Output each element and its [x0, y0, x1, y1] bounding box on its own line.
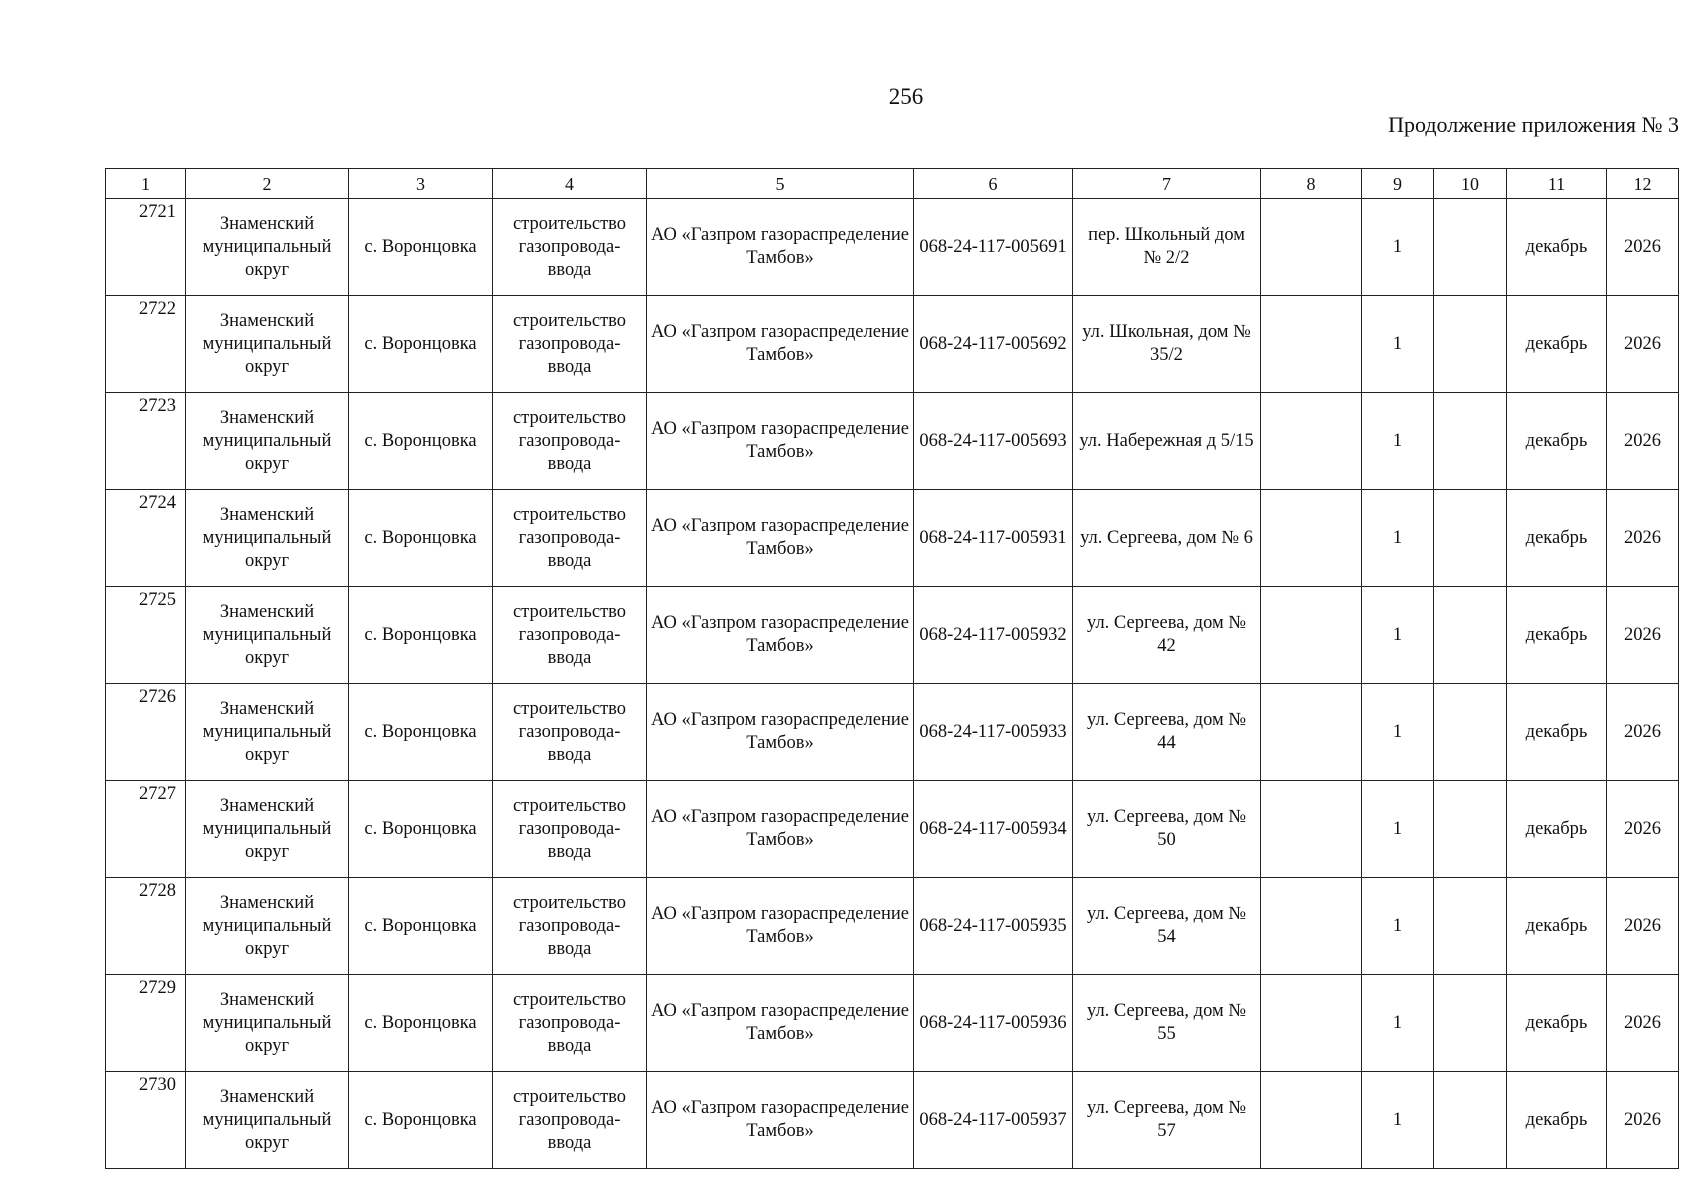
table-row: [106, 781, 1679, 878]
cell-municipality: Знаменский муниципальный округ: [186, 878, 349, 975]
cell-address: пер. Школьный дом № 2/2: [1073, 199, 1261, 296]
cell-application-code: 068-24-117-005692: [914, 296, 1073, 393]
cell-municipality: Знаменский муниципальный округ: [186, 975, 349, 1072]
cell-col-10-value: [1434, 781, 1507, 878]
cell-organization: АО «Газпром газораспределение Тамбов»: [647, 587, 914, 684]
cell-col-8-value: [1261, 393, 1362, 490]
cell-organization: АО «Газпром газораспределение Тамбов»: [647, 684, 914, 781]
cell-row-number: 2723: [106, 393, 186, 490]
cell-year: 2026: [1607, 199, 1679, 296]
cell-quantity: 1: [1362, 975, 1434, 1072]
cell-application-code: 068-24-117-005936: [914, 975, 1073, 1072]
cell-row-number: 2727: [106, 781, 186, 878]
cell-col-8-value: [1261, 781, 1362, 878]
cell-work-type: строительство газопровода-ввода: [493, 199, 647, 296]
cell-work-type: строительство газопровода-ввода: [493, 393, 647, 490]
cell-organization: АО «Газпром газораспределение Тамбов»: [647, 199, 914, 296]
appendix-continuation-note: Продолжение приложения № 3: [1388, 112, 1679, 137]
cell-application-code: 068-24-117-005935: [914, 878, 1073, 975]
cell-col-10-value: [1434, 975, 1507, 1072]
cell-address: ул. Школьная, дом № 35/2: [1073, 296, 1261, 393]
cell-application-code: 068-24-117-005933: [914, 684, 1073, 781]
table-row: [106, 199, 1679, 296]
cell-settlement: с. Воронцовка: [349, 587, 493, 684]
cell-municipality: Знаменский муниципальный округ: [186, 684, 349, 781]
column-header-4: 4: [493, 169, 647, 199]
cell-col-8-value: [1261, 878, 1362, 975]
cell-municipality: Знаменский муниципальный округ: [186, 587, 349, 684]
cell-quantity: 1: [1362, 587, 1434, 684]
cell-col-10-value: [1434, 587, 1507, 684]
cell-month: декабрь: [1507, 1072, 1607, 1169]
gas-connection-table: [105, 168, 1679, 1169]
cell-col-10-value: [1434, 490, 1507, 587]
cell-municipality: Знаменский муниципальный округ: [186, 1072, 349, 1169]
cell-settlement: с. Воронцовка: [349, 975, 493, 1072]
cell-quantity: 1: [1362, 490, 1434, 587]
cell-col-8-value: [1261, 199, 1362, 296]
cell-quantity: 1: [1362, 393, 1434, 490]
column-header-12: 12: [1607, 169, 1679, 199]
cell-row-number: 2721: [106, 199, 186, 296]
cell-month: декабрь: [1507, 587, 1607, 684]
cell-address: ул. Сергеева, дом № 57: [1073, 1072, 1261, 1169]
column-header-9: 9: [1362, 169, 1434, 199]
cell-application-code: 068-24-117-005934: [914, 781, 1073, 878]
cell-settlement: с. Воронцовка: [349, 781, 493, 878]
cell-quantity: 1: [1362, 199, 1434, 296]
cell-settlement: с. Воронцовка: [349, 878, 493, 975]
cell-quantity: 1: [1362, 1072, 1434, 1169]
cell-application-code: 068-24-117-005932: [914, 587, 1073, 684]
cell-quantity: 1: [1362, 684, 1434, 781]
cell-work-type: строительство газопровода-ввода: [493, 490, 647, 587]
cell-settlement: с. Воронцовка: [349, 490, 493, 587]
cell-municipality: Знаменский муниципальный округ: [186, 199, 349, 296]
cell-address: ул. Сергеева, дом № 50: [1073, 781, 1261, 878]
column-header-6: 6: [914, 169, 1073, 199]
table-row: [106, 393, 1679, 490]
cell-municipality: Знаменский муниципальный округ: [186, 393, 349, 490]
cell-col-10-value: [1434, 393, 1507, 490]
cell-organization: АО «Газпром газораспределение Тамбов»: [647, 781, 914, 878]
cell-col-8-value: [1261, 684, 1362, 781]
cell-month: декабрь: [1507, 393, 1607, 490]
page-number: 256: [888, 84, 924, 109]
cell-settlement: с. Воронцовка: [349, 1072, 493, 1169]
cell-settlement: с. Воронцовка: [349, 199, 493, 296]
table-row: [106, 490, 1679, 587]
cell-quantity: 1: [1362, 781, 1434, 878]
cell-row-number: 2728: [106, 878, 186, 975]
cell-organization: АО «Газпром газораспределение Тамбов»: [647, 878, 914, 975]
cell-work-type: строительство газопровода-ввода: [493, 296, 647, 393]
cell-col-10-value: [1434, 296, 1507, 393]
cell-year: 2026: [1607, 393, 1679, 490]
cell-settlement: с. Воронцовка: [349, 296, 493, 393]
cell-year: 2026: [1607, 781, 1679, 878]
cell-organization: АО «Газпром газораспределение Тамбов»: [647, 490, 914, 587]
cell-application-code: 068-24-117-005931: [914, 490, 1073, 587]
cell-municipality: Знаменский муниципальный округ: [186, 781, 349, 878]
cell-month: декабрь: [1507, 781, 1607, 878]
cell-row-number: 2725: [106, 587, 186, 684]
cell-address: ул. Сергеева, дом № 42: [1073, 587, 1261, 684]
cell-organization: АО «Газпром газораспределение Тамбов»: [647, 296, 914, 393]
cell-col-10-value: [1434, 684, 1507, 781]
column-header-7: 7: [1073, 169, 1261, 199]
cell-work-type: строительство газопровода-ввода: [493, 975, 647, 1072]
cell-col-8-value: [1261, 975, 1362, 1072]
cell-organization: АО «Газпром газораспределение Тамбов»: [647, 1072, 914, 1169]
table-row: [106, 975, 1679, 1072]
column-header-11: 11: [1507, 169, 1607, 199]
cell-municipality: Знаменский муниципальный округ: [186, 296, 349, 393]
cell-work-type: строительство газопровода-ввода: [493, 587, 647, 684]
cell-year: 2026: [1607, 878, 1679, 975]
cell-month: декабрь: [1507, 296, 1607, 393]
cell-settlement: с. Воронцовка: [349, 684, 493, 781]
column-header-5: 5: [647, 169, 914, 199]
cell-quantity: 1: [1362, 296, 1434, 393]
column-header-10: 10: [1434, 169, 1507, 199]
cell-month: декабрь: [1507, 490, 1607, 587]
cell-row-number: 2724: [106, 490, 186, 587]
cell-organization: АО «Газпром газораспределение Тамбов»: [647, 393, 914, 490]
cell-year: 2026: [1607, 684, 1679, 781]
cell-work-type: строительство газопровода-ввода: [493, 1072, 647, 1169]
cell-col-8-value: [1261, 1072, 1362, 1169]
cell-application-code: 068-24-117-005937: [914, 1072, 1073, 1169]
column-header-8: 8: [1261, 169, 1362, 199]
cell-address: ул. Сергеева, дом № 6: [1073, 490, 1261, 587]
cell-row-number: 2726: [106, 684, 186, 781]
cell-col-10-value: [1434, 878, 1507, 975]
table-row: [106, 684, 1679, 781]
cell-col-8-value: [1261, 587, 1362, 684]
cell-application-code: 068-24-117-005693: [914, 393, 1073, 490]
cell-row-number: 2722: [106, 296, 186, 393]
cell-settlement: с. Воронцовка: [349, 393, 493, 490]
cell-quantity: 1: [1362, 878, 1434, 975]
table-row: [106, 296, 1679, 393]
cell-work-type: строительство газопровода-ввода: [493, 878, 647, 975]
column-header-2: 2: [186, 169, 349, 199]
cell-year: 2026: [1607, 587, 1679, 684]
column-header-3: 3: [349, 169, 493, 199]
cell-address: ул. Набережная д 5/15: [1073, 393, 1261, 490]
cell-col-10-value: [1434, 199, 1507, 296]
cell-work-type: строительство газопровода-ввода: [493, 781, 647, 878]
column-number-row: [106, 169, 1679, 199]
cell-year: 2026: [1607, 490, 1679, 587]
cell-month: декабрь: [1507, 684, 1607, 781]
column-header-1: 1: [106, 169, 186, 199]
cell-month: декабрь: [1507, 975, 1607, 1072]
table-body: [106, 199, 1679, 1169]
table-row: [106, 878, 1679, 975]
cell-address: ул. Сергеева, дом № 44: [1073, 684, 1261, 781]
cell-work-type: строительство газопровода-ввода: [493, 684, 647, 781]
cell-row-number: 2730: [106, 1072, 186, 1169]
table-header: [106, 169, 1679, 199]
cell-month: декабрь: [1507, 878, 1607, 975]
cell-month: декабрь: [1507, 199, 1607, 296]
cell-year: 2026: [1607, 1072, 1679, 1169]
table-row: [106, 1072, 1679, 1169]
cell-address: ул. Сергеева, дом № 55: [1073, 975, 1261, 1072]
cell-col-8-value: [1261, 296, 1362, 393]
cell-municipality: Знаменский муниципальный округ: [186, 490, 349, 587]
cell-year: 2026: [1607, 975, 1679, 1072]
table-row: [106, 587, 1679, 684]
cell-col-8-value: [1261, 490, 1362, 587]
cell-col-10-value: [1434, 1072, 1507, 1169]
cell-organization: АО «Газпром газораспределение Тамбов»: [647, 975, 914, 1072]
cell-row-number: 2729: [106, 975, 186, 1072]
cell-year: 2026: [1607, 296, 1679, 393]
cell-application-code: 068-24-117-005691: [914, 199, 1073, 296]
cell-address: ул. Сергеева, дом № 54: [1073, 878, 1261, 975]
